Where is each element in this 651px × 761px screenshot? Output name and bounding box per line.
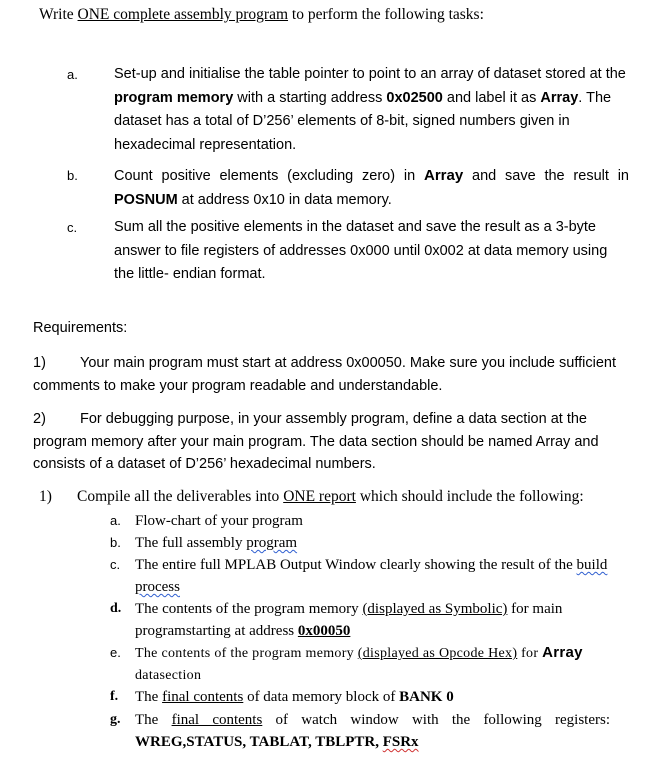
deliverable-text-part: The (135, 689, 163, 705)
deliverable-text-part: for main programstarting at address (135, 601, 563, 639)
task-label: a. (67, 67, 78, 82)
deliverable-text-part: of watch window with the following registers: (262, 712, 610, 728)
assignment-heading (39, 6, 484, 24)
deliverable-label: e. (110, 645, 121, 660)
deliverable-underlined: (displayed as Symbolic) (362, 601, 508, 617)
deliverable-underlined: final contents (171, 712, 263, 728)
deliverable-text (135, 598, 610, 642)
task-text (114, 164, 629, 212)
deliverable-text-part: The full assembly (135, 535, 247, 551)
deliverable-text (135, 642, 610, 687)
deliverable-bold-fsrx: FSRx (382, 734, 419, 750)
deliverable-text-part: of data memory block of (243, 689, 400, 705)
task-bold-array: Array (424, 167, 464, 184)
task-text-part: . The dataset has a total of D’256’ elements of 8-bit, signed numbers given in hexadecimal representation. (114, 89, 612, 153)
deliverable-text-part: The contents of the program memory (135, 646, 358, 661)
deliverable-bold-registers: WREG,STATUS, TABLAT, TBLPTR, (135, 734, 383, 750)
deliverable-underlined: final contents (162, 689, 244, 705)
requirement-text: For debugging purpose, in your assembly program, define a data section at the program memory after your main program. The data section should be named Array and consists of a dataset of D’256’ hexadecimal numbers. (33, 411, 599, 472)
task-text-part: and label it as (442, 89, 541, 106)
task-text (114, 216, 629, 287)
deliverables-underlined: ONE report (283, 488, 356, 505)
deliverable-text (135, 709, 610, 753)
requirement-item-1 (33, 352, 633, 397)
requirement-text: Your main program must start at address 0x00050. Make sure you include sufficient comments to make your program readable and understandable. (33, 355, 616, 394)
deliverable-text: Flow-chart of your program (135, 513, 303, 529)
deliverable-text (135, 686, 610, 708)
deliverable-underlined: (displayed as Opcode Hex) (357, 646, 518, 661)
requirements-title: Requirements: (33, 320, 128, 336)
task-text-part: and save the result in (463, 168, 629, 184)
deliverable-label: b. (110, 535, 121, 550)
deliverable-squiggle-text: program (246, 535, 298, 551)
deliverable-squiggle-text: build process (135, 557, 608, 595)
task-bold-array: Array (540, 89, 579, 106)
deliverable-text-part: The (135, 712, 172, 728)
deliverable-label: c. (110, 557, 121, 572)
task-text (114, 63, 629, 157)
task-text-part: with a starting address (233, 89, 387, 106)
deliverable-label: d. (110, 601, 122, 616)
task-bold-program-memory: program memory (114, 89, 234, 106)
deliverable-text (135, 554, 610, 598)
deliverable-text-part: datasection (135, 668, 202, 683)
deliverable-text (135, 532, 610, 554)
deliverables-post: which should include the following: (355, 488, 584, 505)
deliverable-bold-address: 0x00050 (297, 623, 351, 639)
task-bold-address: 0x02500 (386, 89, 443, 106)
requirement-number: 2) (33, 411, 46, 427)
deliverable-label: a. (110, 513, 121, 528)
deliverable-label: f. (110, 689, 119, 704)
task-text-part: at address 0x10 in data memory. (177, 191, 392, 208)
task-text-part: Count positive elements (excluding zero) in (114, 168, 424, 184)
deliverable-label: g. (110, 712, 121, 727)
deliverables-heading (39, 488, 584, 506)
deliverable-bold-bank: BANK 0 (399, 689, 454, 705)
heading-underlined: ONE complete assembly program (77, 6, 289, 23)
deliverable-text-part: The contents of the program memory (135, 601, 363, 617)
heading-post: to perform the following tasks: (288, 6, 484, 23)
task-label: c. (67, 220, 78, 235)
heading-pre: Write (39, 6, 78, 23)
deliverable-text-part: for (517, 646, 543, 661)
task-bold-posnum: POSNUM (114, 191, 178, 208)
deliverables-number: 1) (39, 488, 52, 505)
task-text-part: Set-up and initialise the table pointer to point to an array of dataset stored at the (114, 66, 626, 82)
requirement-number: 1) (33, 355, 46, 371)
deliverables-pre: Compile all the deliverables into (77, 488, 284, 505)
requirement-item-2 (33, 408, 633, 476)
task-text-part: Sum all the positive elements in the dataset and save the result as a 3-byte answer to file registers of addresses 0x000 until 0x002 at data memory using the little- endian format. (114, 219, 608, 282)
deliverable-text-part: The entire full MPLAB Output Window clearly showing the result of the (135, 557, 577, 573)
task-label: b. (67, 168, 78, 183)
deliverable-bold-array: Array (542, 644, 583, 661)
